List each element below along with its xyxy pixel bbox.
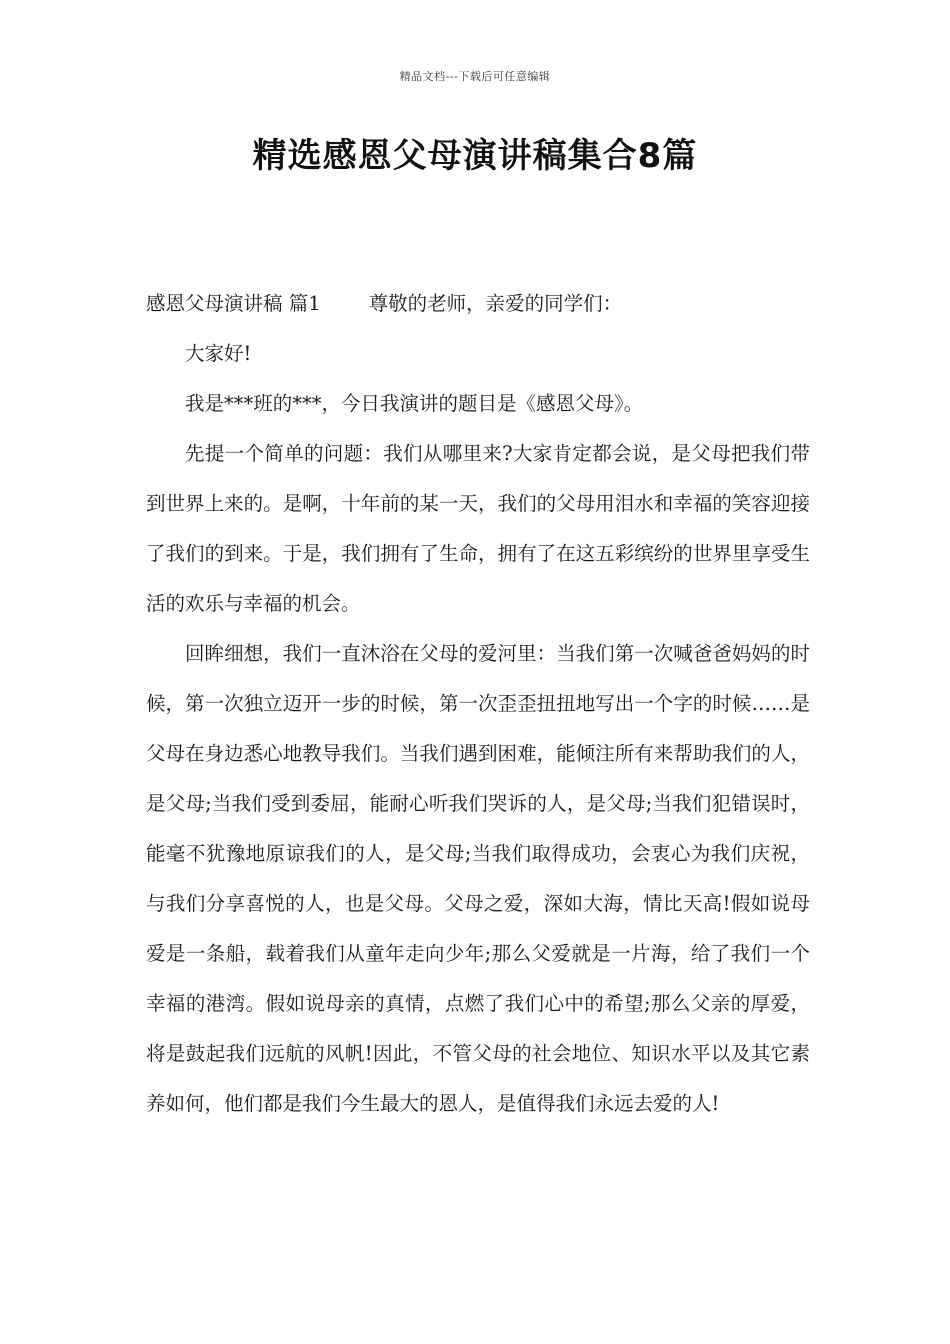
paragraph-question: 先提一个简单的问题：我们从哪里来?大家肯定都会说，是父母把我们带到世界上来的。是啊，十年前的某一天，我们的父母用泪水和幸福的笑容迎接了我们的到来。于是，我们拥有了生命，拥有了在这五彩缤纷的世界里享受生活的欢乐与幸福的机会。 [146, 442, 810, 615]
section-heading-paragraph [146, 279, 810, 329]
opening-salutation: 尊敬的老师，亲爱的同学们： [368, 292, 623, 315]
paragraph-greeting: 大家好! [185, 342, 252, 365]
header-note: 精品文档---下载后可任意编辑 [399, 70, 551, 83]
paragraph-intro: 我是***班的***，今日我演讲的题目是《感恩父母》。 [185, 392, 644, 415]
document-body [146, 279, 810, 1129]
paragraph-reflection: 回眸细想，我们一直沐浴在父母的爱河里：当我们第一次喊爸爸妈妈的时候，第一次独立迈开一步的时候，第一次歪歪扭扭地写出一个字的时候……是父母在身边悉心地教导我们。当我们遇到困难，能倾注所有来帮助我们的人，是父母;当我们受到委屈，能耐心听我们哭诉的人，是父母;当我们犯错误时，能毫不犹豫地原谅我们的人，是父母;当我们取得成功，会衷心为我们庆祝，与我们分享喜悦的人，也是父母。父母之爱，深如大海，情比天高!假如说母爱是一条船，载着我们从童年走向少年;那么父爱就是一片海，给了我们一个幸福的港湾。假如说母亲的真情，点燃了我们心中的希望;那么父亲的厚爱，将是鼓起我们远航的风帆!因此，不管父母的社会地位、知识水平以及其它素养如何，他们都是我们今生最大的恩人，是值得我们永远去爱的人! [146, 642, 810, 1115]
section-label: 感恩父母演讲稿 篇1 [146, 292, 321, 315]
document-title: 精选感恩父母演讲稿集合8篇 [252, 136, 698, 176]
